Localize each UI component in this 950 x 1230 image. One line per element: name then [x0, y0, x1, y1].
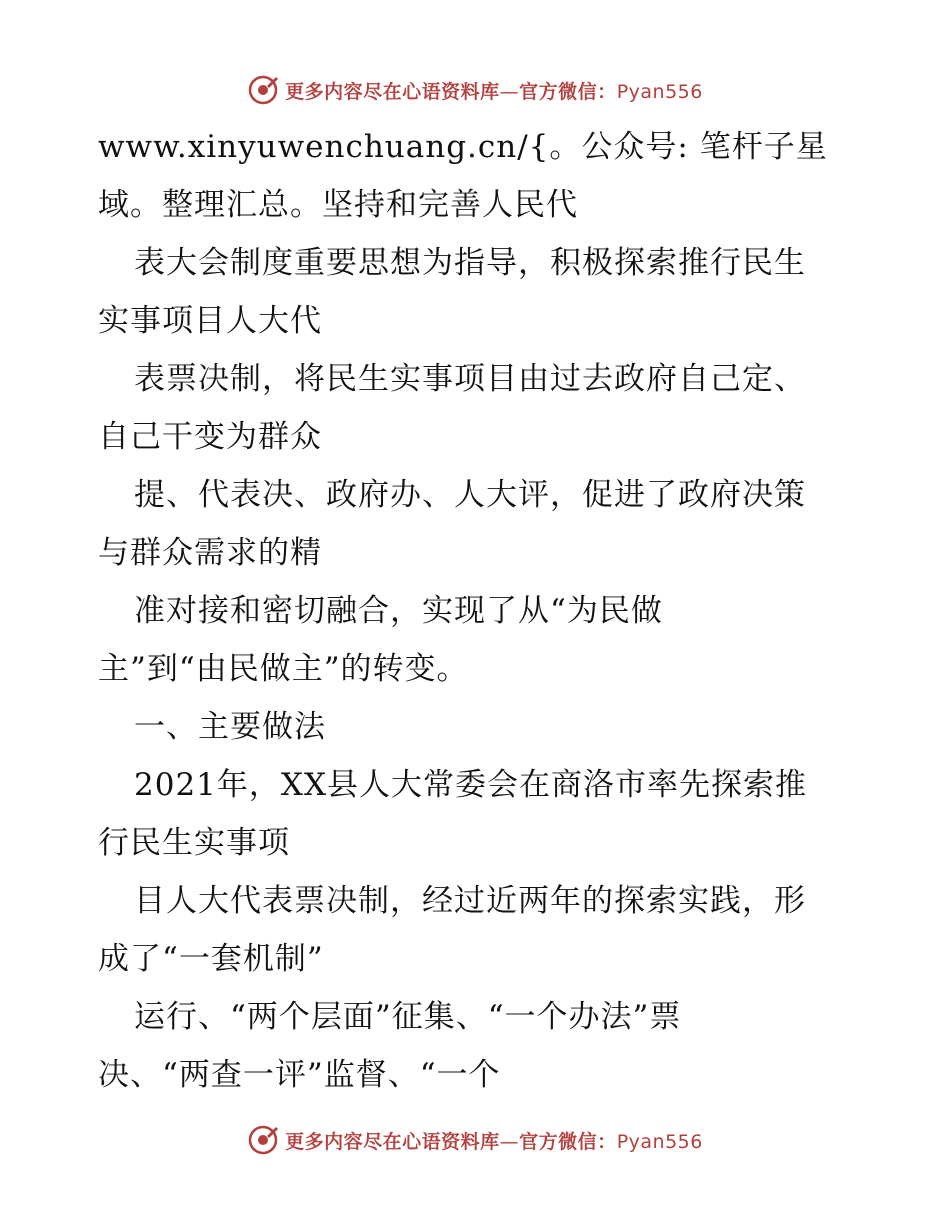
text-line: 自己干变为群众: [98, 419, 322, 455]
banner-wechat-id: Pyan556: [616, 80, 703, 103]
header-banner: [0, 70, 950, 110]
banner-separator: —: [499, 80, 520, 103]
text-line: 2021年，XX县人大常委会在商洛市率先探索推: [134, 767, 808, 803]
text-line: 一、主要做法: [134, 709, 326, 745]
text-line: 域。整理汇总。坚持和完善人民代: [98, 187, 578, 223]
document-body: [98, 118, 878, 1104]
pen-logo-icon: [247, 74, 279, 106]
text-line: 准对接和密切融合，实现了从“为民做: [134, 593, 663, 629]
banner-wechat-id: Pyan556: [616, 1130, 703, 1153]
text-line: 行民生实事项: [98, 825, 290, 861]
banner-text: [285, 1127, 703, 1154]
text-line: 目人大代表票决制，经过近两年的探索实践，形: [134, 883, 806, 919]
text-line: 成了“一套机制”: [98, 941, 324, 977]
text-line: 决、“两查一评”监督、“一个: [98, 1057, 501, 1093]
text-line: 主”到“由民做主”的转变。: [98, 651, 469, 687]
text-line: 实事项目人大代: [98, 303, 322, 339]
text-line: 表票决制，将民生实事项目由过去政府自己定、: [134, 361, 806, 397]
banner-wechat-label: 官方微信：: [519, 80, 617, 103]
text-line: www.xinyuwenchuang.cn/{。公众号: 笔杆子星: [98, 129, 828, 165]
text-line: 运行、“两个层面”征集、“一个办法”票: [134, 999, 682, 1035]
text-line: 与群众需求的精: [98, 535, 322, 571]
banner-title: 更多内容尽在心语资料库: [285, 1130, 500, 1153]
text-line: 表大会制度重要思想为指导，积极探索推行民生: [134, 245, 806, 281]
banner-title: 更多内容尽在心语资料库: [285, 80, 500, 103]
pen-logo-icon: [247, 1124, 279, 1156]
banner-text: [285, 77, 703, 104]
text-line: 提、代表决、政府办、人大评，促进了政府决策: [134, 477, 806, 513]
banner-wechat-label: 官方微信：: [519, 1130, 617, 1153]
banner-separator: —: [499, 1130, 520, 1153]
footer-banner: [0, 1120, 950, 1160]
